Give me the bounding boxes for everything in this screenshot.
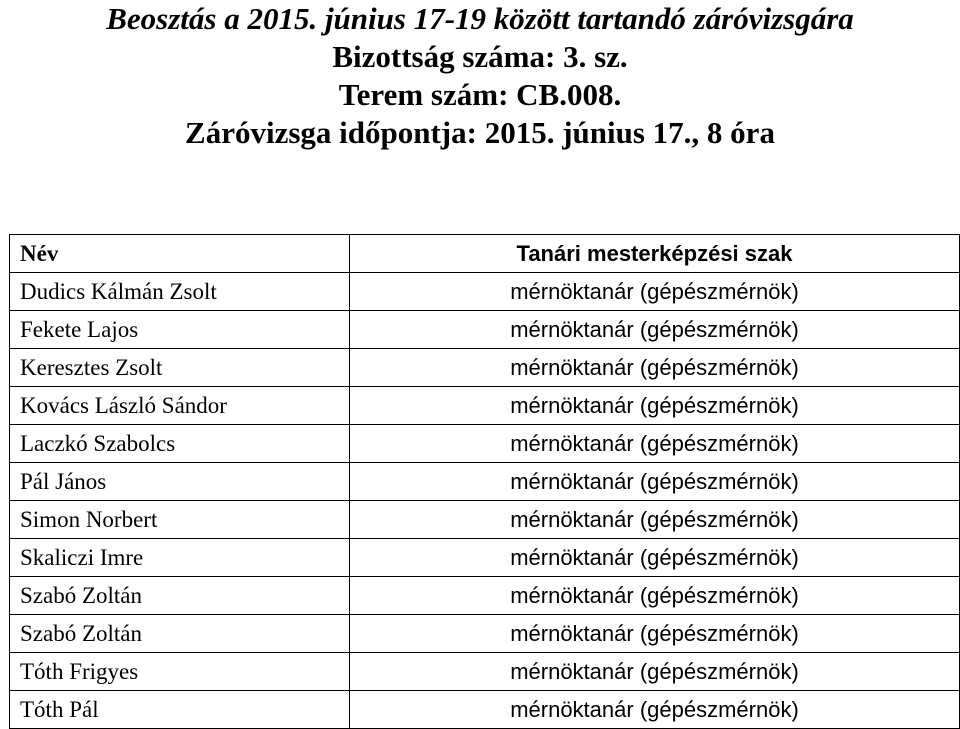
table-row xyxy=(10,387,960,425)
table-row xyxy=(10,615,960,653)
schedule-title: Beosztás a 2015. június 17-19 között tartandó záróvizsgára xyxy=(106,1,854,36)
student-name: Laczkó Szabolcs xyxy=(10,425,350,463)
table-row xyxy=(10,577,960,615)
student-name: Kovács László Sándor xyxy=(10,387,350,425)
student-major: mérnöktanár (gépészmérnök) xyxy=(350,691,960,729)
student-name: Dudics Kálmán Zsolt xyxy=(10,273,350,311)
table-row xyxy=(10,501,960,539)
student-major: mérnöktanár (gépészmérnök) xyxy=(350,539,960,577)
student-name: Szabó Zoltán xyxy=(10,615,350,653)
student-name: Simon Norbert xyxy=(10,501,350,539)
exam-datetime: Záróvizsga időpontja: 2015. június 17., 8 óra xyxy=(185,115,775,150)
student-major: mérnöktanár (gépészmérnök) xyxy=(350,273,960,311)
student-major: mérnöktanár (gépészmérnök) xyxy=(350,425,960,463)
student-name: Skaliczi Imre xyxy=(10,539,350,577)
student-major: mérnöktanár (gépészmérnök) xyxy=(350,501,960,539)
student-name: Keresztes Zsolt xyxy=(10,349,350,387)
student-major: mérnöktanár (gépészmérnök) xyxy=(350,349,960,387)
committee-number: Bizottság száma: 3. sz. xyxy=(332,39,628,74)
student-major: mérnöktanár (gépészmérnök) xyxy=(350,577,960,615)
student-name: Fekete Lajos xyxy=(10,311,350,349)
table-row xyxy=(10,691,960,729)
table-row xyxy=(10,349,960,387)
student-name: Szabó Zoltán xyxy=(10,577,350,615)
table-row xyxy=(10,311,960,349)
student-name: Tóth Frigyes xyxy=(10,653,350,691)
student-name: Tóth Pál xyxy=(10,691,350,729)
table-row xyxy=(10,463,960,501)
column-header-major: Tanári mesterképzési szak xyxy=(350,235,960,273)
student-major: mérnöktanár (gépészmérnök) xyxy=(350,311,960,349)
document-header xyxy=(0,0,960,152)
student-major: mérnöktanár (gépészmérnök) xyxy=(350,653,960,691)
column-header-name: Név xyxy=(10,235,350,273)
student-name: Pál János xyxy=(10,463,350,501)
student-major: mérnöktanár (gépészmérnök) xyxy=(350,463,960,501)
table-row xyxy=(10,273,960,311)
table-row xyxy=(10,539,960,577)
table-header-row xyxy=(10,235,960,273)
room-number: Terem szám: CB.008. xyxy=(338,77,622,112)
student-table xyxy=(9,234,960,729)
table-row xyxy=(10,425,960,463)
student-major: mérnöktanár (gépészmérnök) xyxy=(350,387,960,425)
table-row xyxy=(10,653,960,691)
student-major: mérnöktanár (gépészmérnök) xyxy=(350,615,960,653)
